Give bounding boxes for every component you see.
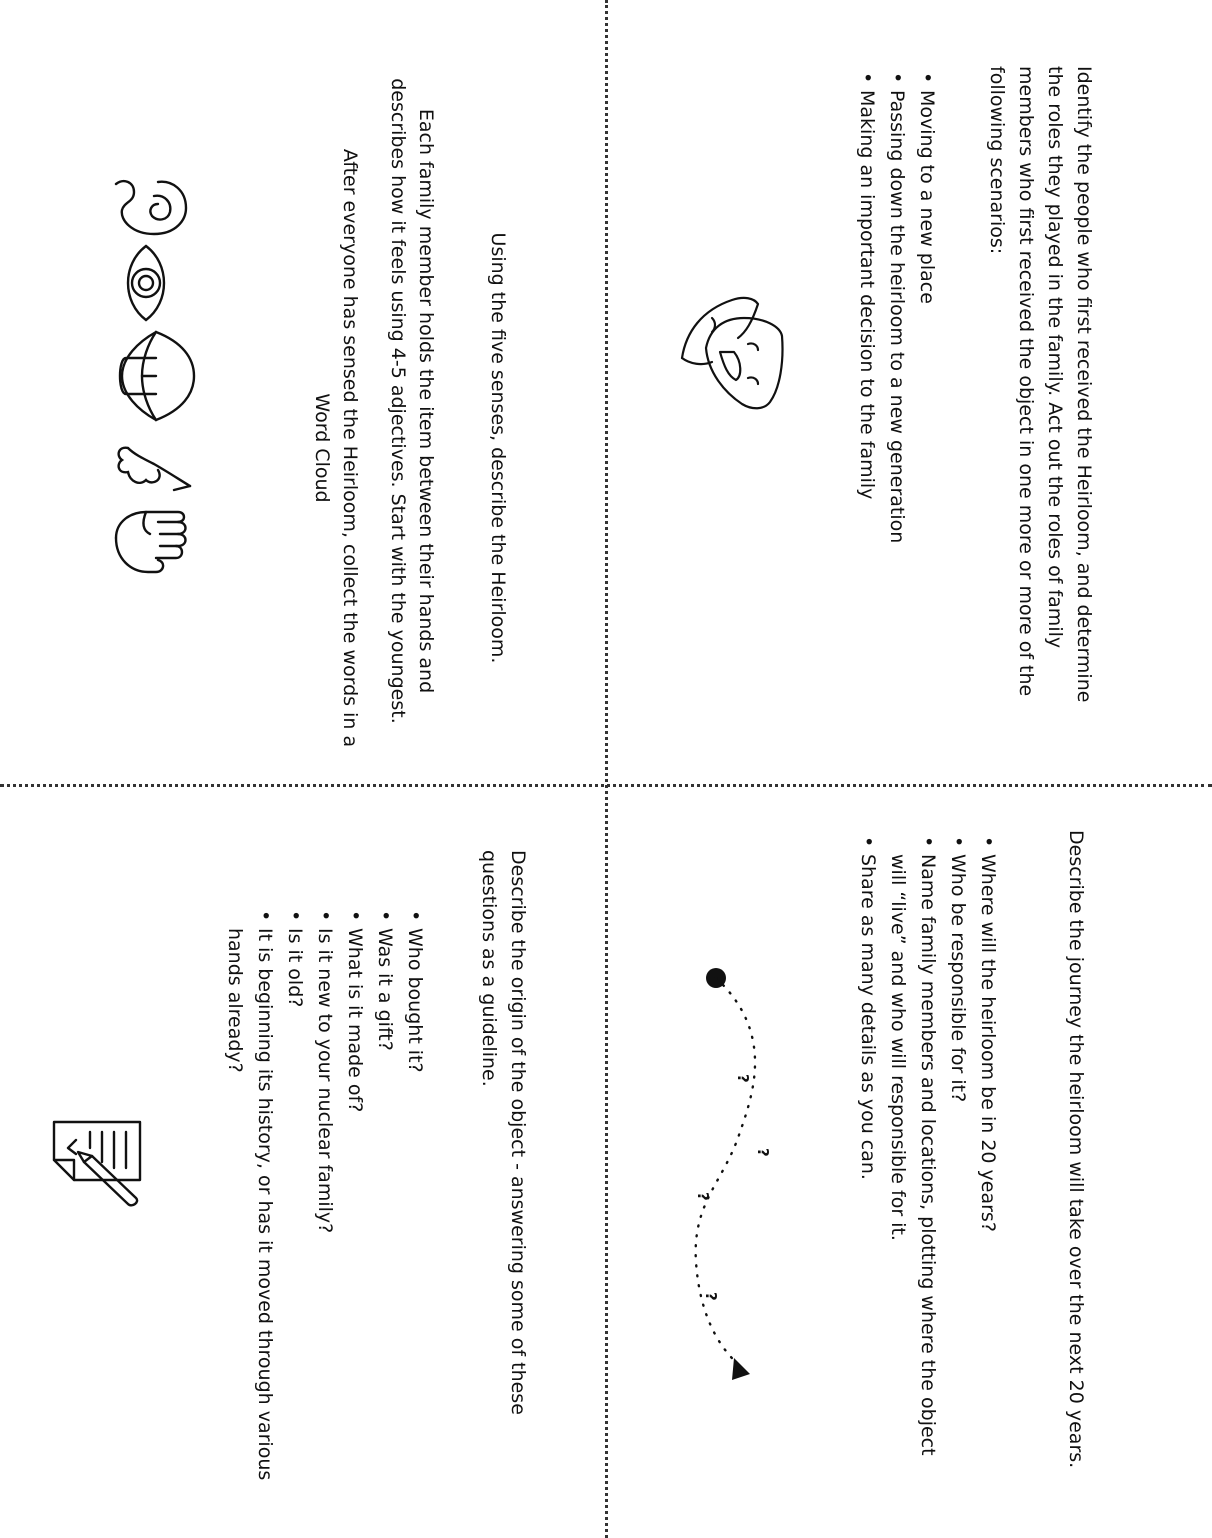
nose-icon — [114, 428, 192, 494]
dotted-path-with-question-marks-icon — [684, 962, 784, 1382]
theater-masks-icon — [672, 292, 788, 416]
senses-followup: After everyone has sensed the Heirloom, collect the words in a Word Cloud — [311, 148, 361, 748]
list-item: • Who bought it? — [400, 910, 430, 1490]
list-item: • Share as many details as you can. — [853, 836, 883, 1490]
origin-intro: Describe the origin of the object - answering some of these questions as a guideline. — [478, 850, 529, 1415]
roles-intro: Identify the people who first received the Heirloom, and determine the roles they played in the family. Act out the roles of family members who first received the object in one more or more of the following scenarios: — [986, 66, 1095, 703]
list-item: • Name family members and locations, plotting where the object will “live” and who will responsible for it. — [883, 836, 943, 1490]
path-question-mark: ? — [694, 1192, 712, 1201]
roles-bullet-list — [852, 72, 942, 706]
senses-intro: Using the five senses, describe the Heirloom. — [487, 232, 509, 664]
ear-icon — [110, 176, 192, 240]
list-item: • Making an important decision to the family — [852, 72, 882, 706]
horizontal-fold-line — [0, 784, 1212, 787]
path-question-mark: ? — [734, 1074, 752, 1083]
notes-with-pen-icon — [48, 1118, 144, 1212]
list-item: • Was it a gift? — [370, 910, 400, 1490]
roles-panel — [852, 66, 1098, 706]
senses-instruction: Each family member holds the item between their hands and describes how it feels using 4-5 adjectives. Start with the youngest. — [387, 78, 437, 724]
list-item: • It is beginning its history, or has it moved through various hands already? — [220, 910, 280, 1490]
list-item: • Who be responsible for it? — [943, 836, 973, 1490]
journey-panel — [853, 830, 1090, 1490]
vertical-fold-line — [605, 0, 608, 1538]
senses-panel — [308, 78, 512, 748]
hand-icon — [112, 508, 192, 578]
list-item: • Is it new to your nuclear family? — [310, 910, 340, 1490]
path-question-mark: ? — [754, 1148, 772, 1157]
list-item: • Where will the heirloom be in 20 years? — [973, 836, 1003, 1490]
journey-intro: Describe the journey the heirloom will take over the next 20 years. — [1065, 830, 1087, 1469]
origin-bullet-list — [220, 910, 430, 1490]
list-item: • Passing down the heirloom to a new generation — [882, 72, 912, 706]
journey-bullet-list — [853, 836, 1003, 1490]
list-item: • What is it made of? — [340, 910, 370, 1490]
eye-icon — [114, 242, 178, 324]
mouth-icon — [112, 328, 198, 424]
list-item: • Is it old? — [280, 910, 310, 1490]
path-question-mark: ? — [702, 1292, 720, 1301]
origin-panel — [220, 850, 532, 1490]
list-item: • Moving to a new place — [912, 72, 942, 706]
